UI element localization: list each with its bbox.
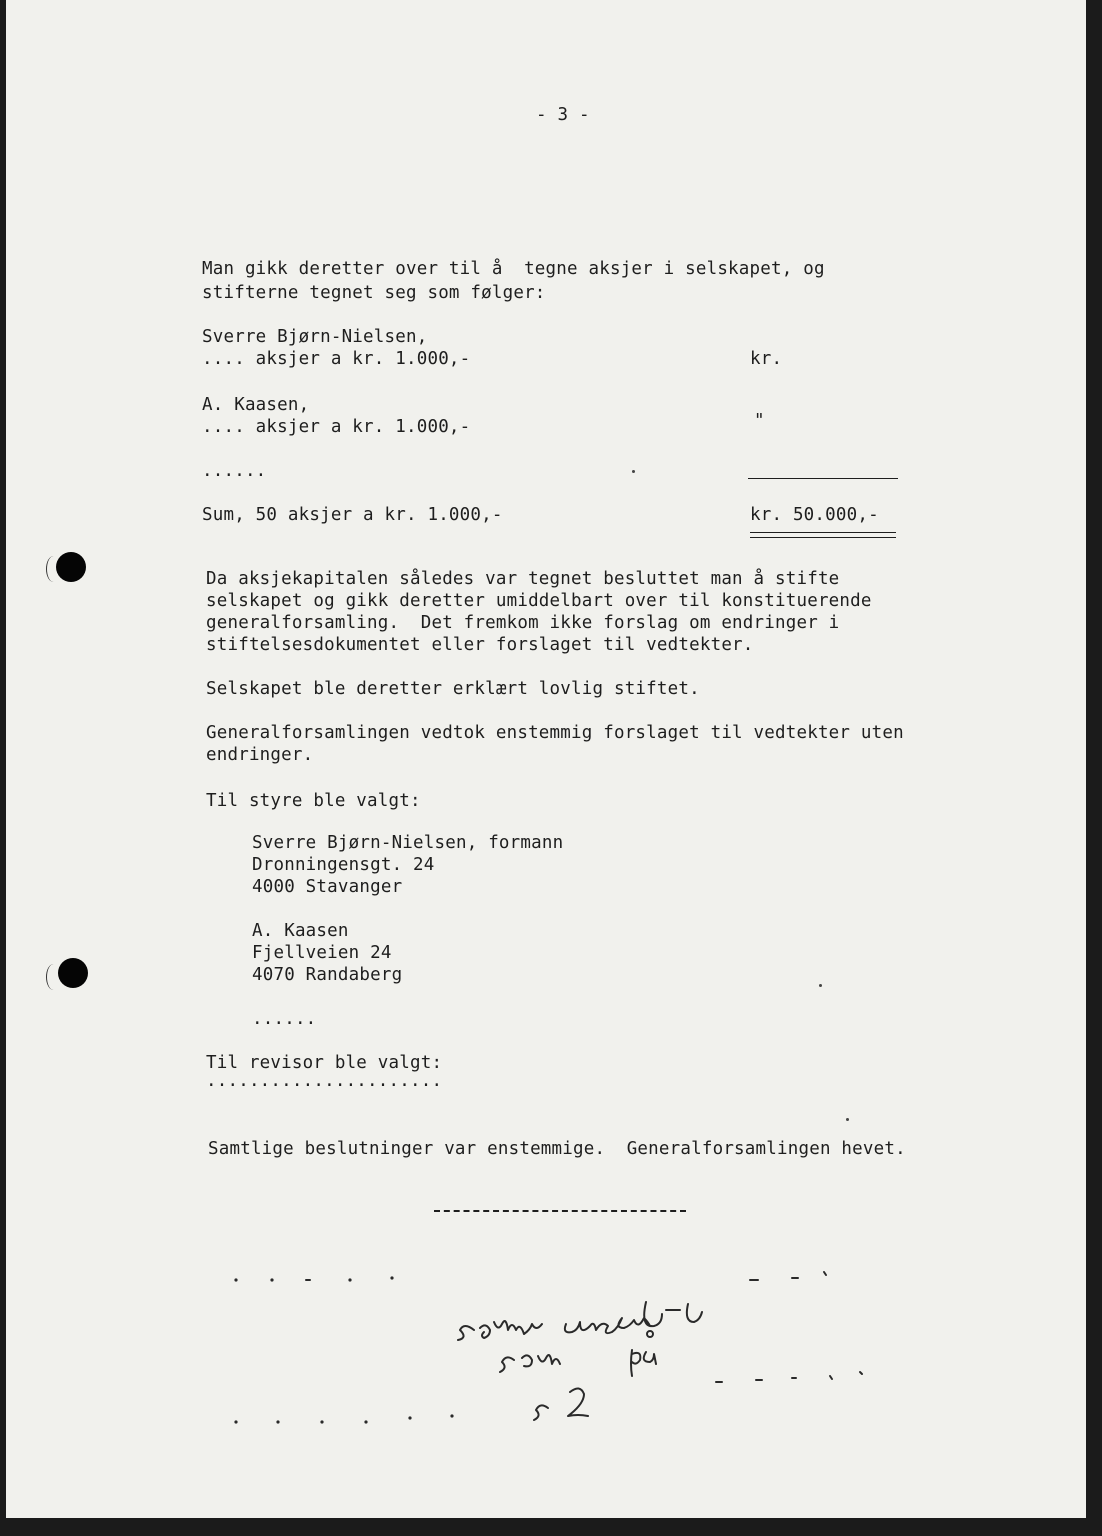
- board-heading: Til styre ble valgt:: [206, 791, 421, 811]
- speck: [819, 984, 822, 987]
- paragraph3-line-1: Generalforsamlingen vedtok enstemmig forslaget til vedtekter uten: [206, 723, 904, 743]
- board-member-2-line-2: Fjellveien 24: [252, 943, 392, 963]
- sum-amount: kr. 50.000,-: [750, 505, 879, 525]
- paragraph1-line-1: Da aksjekapitalen således var tegnet besluttet man å stifte: [206, 569, 840, 589]
- paragraph1-line-2: selskapet og gikk deretter umiddelbart over til konstituerende: [206, 591, 872, 611]
- page-number: - 3 -: [536, 105, 590, 125]
- punch-hole: [56, 552, 86, 582]
- total-double-rule: [750, 532, 896, 538]
- handwritten-note: [226, 1262, 866, 1442]
- dotted-line: [234, 1272, 826, 1282]
- speck: [632, 470, 635, 473]
- intro-line-2: stifterne tegnet seg som følger:: [202, 283, 546, 303]
- paragraph1-line-3: generalforsamling. Det fremkom ikke forslag om endringer i: [206, 613, 840, 633]
- intro-line-1: Man gikk deretter over til å tegne aksjer i selskapet, og: [202, 259, 825, 279]
- paragraph1-line-4: stiftelsesdokumentet eller forslaget til vedtekter.: [206, 635, 754, 655]
- document-page: [6, 0, 1086, 1518]
- auditor-dots: ......................: [206, 1071, 443, 1091]
- end-dashed-rule: [434, 1210, 686, 1212]
- subscriber-1-name: Sverre Bjørn-Nielsen,: [202, 327, 428, 347]
- board-member-1-line-2: Dronningensgt. 24: [252, 855, 435, 875]
- board-more: ......: [252, 1009, 317, 1029]
- board-member-2-line-1: A. Kaasen: [252, 921, 349, 941]
- closing-line: Samtlige beslutninger var enstemmige. Generalforsamlingen hevet.: [208, 1139, 906, 1159]
- subscriber-2-name: A. Kaasen,: [202, 395, 310, 415]
- sum-label: Sum, 50 aksjer a kr. 1.000,-: [202, 505, 503, 525]
- punch-hole: [58, 958, 88, 988]
- subscriber-1-amount: kr.: [750, 349, 783, 369]
- board-member-2-line-3: 4070 Randaberg: [252, 965, 403, 985]
- auditor-heading: Til revisor ble valgt:: [206, 1053, 443, 1073]
- paragraph3-line-2: endringer.: [206, 745, 314, 765]
- subscriber-more: ......: [202, 461, 267, 481]
- subscriber-1-shares: .... aksjer a kr. 1.000,-: [202, 349, 471, 369]
- subscriber-2-shares: .... aksjer a kr. 1.000,-: [202, 417, 471, 437]
- subtotal-rule: [748, 478, 898, 479]
- subscriber-2-amount: ": [754, 411, 765, 431]
- paragraph2: Selskapet ble deretter erklært lovlig stiftet.: [206, 679, 700, 699]
- dotted-line: [234, 1372, 862, 1424]
- speck: [846, 1118, 849, 1121]
- board-member-1-line-1: Sverre Bjørn-Nielsen, formann: [252, 833, 564, 853]
- board-member-1-line-3: 4000 Stavanger: [252, 877, 403, 897]
